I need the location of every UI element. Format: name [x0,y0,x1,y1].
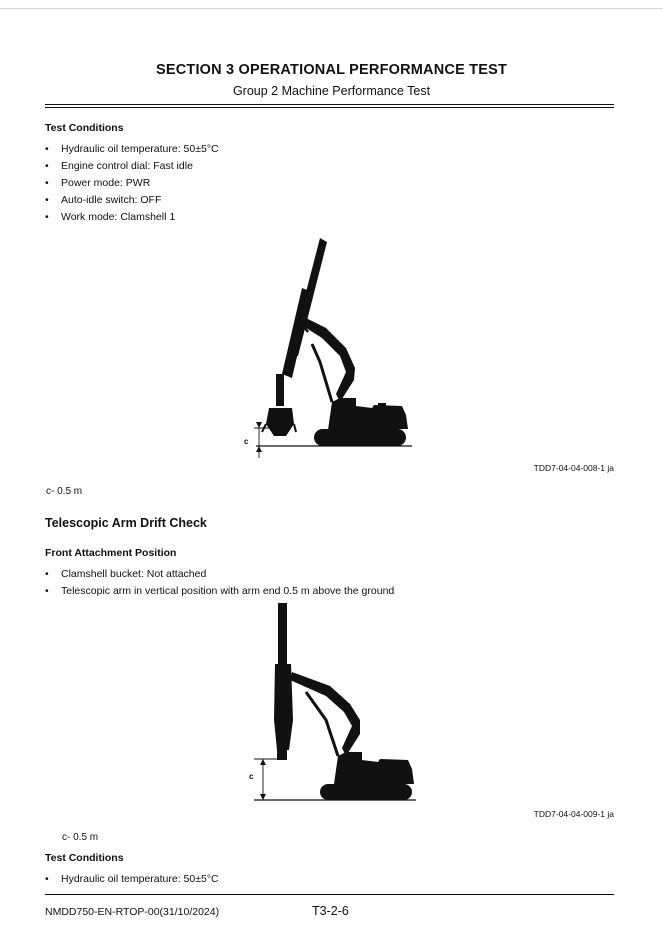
drift-check-heading: Telescopic Arm Drift Check [45,516,207,530]
list-item: • Clamshell bucket: Not attached [45,566,394,583]
header-rule-lower [45,107,614,108]
footer-rule [45,894,614,895]
arm-end [277,748,287,760]
dimension-c-label: c [244,437,249,446]
figure-1-caption: TDD7-04-04-008-1 ja [533,463,614,473]
test-conditions-heading: Test Conditions [45,122,124,134]
crawler-track [320,784,412,800]
top-border [0,8,663,9]
bucket-hanger [276,374,284,406]
upper-body [328,398,408,430]
excavator-clamshell-figure [236,232,426,464]
telescopic-arm-outer [274,664,293,750]
clamshell-bucket [266,408,294,436]
group-title: Group 2 Machine Performance Test [232,84,431,98]
list-item: • Work mode: Clamshell 1 [45,209,219,226]
test-conditions-heading-2: Test Conditions [45,852,124,864]
front-attachment-heading: Front Attachment Position [45,547,177,559]
test-conditions-list [45,141,219,226]
list-item: • Engine control dial: Fast idle [45,158,219,175]
figure-2-note: c- 0.5 m [62,832,99,843]
telescopic-arm-outer [282,288,312,378]
list-item: • Telescopic arm in vertical position with arm end 0.5 m above the ground [45,583,394,600]
test-conditions-list-2 [45,871,219,888]
list-item: • Auto-idle switch: OFF [45,192,219,209]
list-item: • Hydraulic oil temperature: 50±5°C [45,141,219,158]
header-rule-upper [45,104,614,105]
excavator-vertical-arm-figure [246,600,426,810]
boom [290,672,360,756]
front-attachment-list [45,566,394,600]
dimension-c-label: c [249,772,254,781]
page-number: T3-2-6 [312,904,349,918]
list-item: • Hydraulic oil temperature: 50±5°C [45,871,219,888]
section-title: SECTION 3 OPERATIONAL PERFORMANCE TEST [155,62,508,78]
document-code: NMDD750-EN-RTOP-00(31/10/2024) [45,906,220,918]
crawler-track [314,429,406,446]
figure-1-note: c- 0.5 m [46,486,83,497]
figure-2-caption: TDD7-04-04-009-1 ja [533,809,614,819]
list-item: • Power mode: PWR [45,175,219,192]
upper-body [334,752,414,784]
